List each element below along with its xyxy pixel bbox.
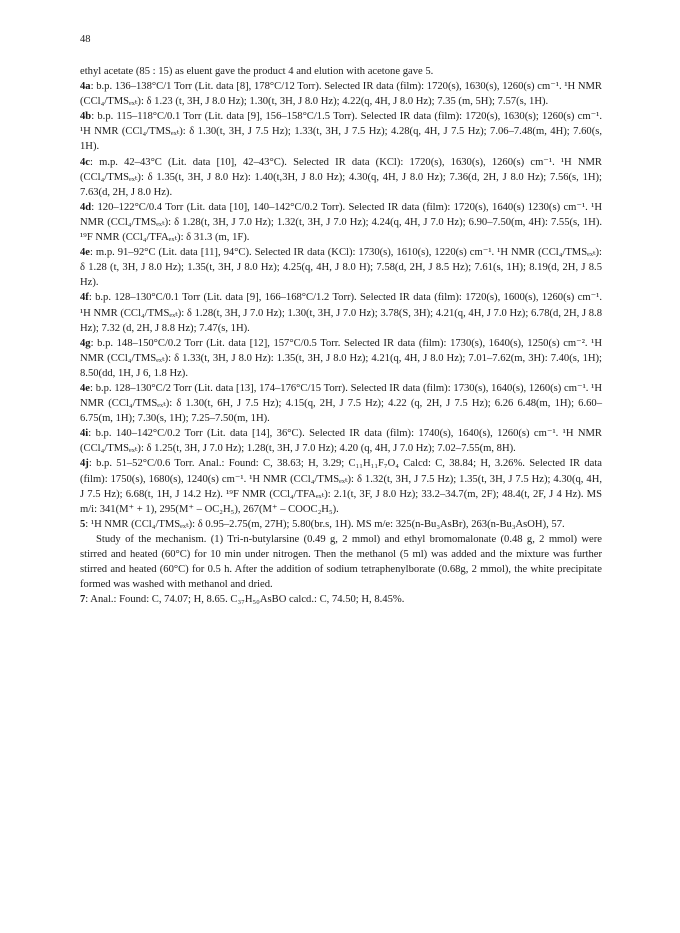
paragraph-text: : Anal.: Found: C, 74.07; H, 8.65. C₃₇H₅₀AsBO calcd.: C, 74.50; H, 8.45%.: [85, 594, 405, 606]
paragraph-4a: [80, 79, 602, 109]
body-text: [80, 64, 602, 607]
paragraph-4g: [80, 336, 602, 381]
paragraph-4f: [80, 290, 602, 335]
paragraph-mechanism: [80, 532, 602, 592]
compound-label: 4b: [80, 111, 92, 123]
paragraph-text: : b.p. 128–130°C/0.1 Torr (Lit. data [9], 166–168°C/1.2 Torr). Selected IR data (film): 1720(s), 1600(s), 1260(s) cm⁻¹. ¹H NMR (CCl₄/TMSₑₓₜ): δ 1.28(t, 3H, J 7.0 Hz); 1.30(t, 3H, J 7.0 Hz); 3.78(S, 3H); 4.21(q, 4H, J 7.0 Hz); 6.78(d, 2H, J 8.8 Hz); 7.32 (d, 2H, J 8.8 Hz); 7.47(s, 1H).: [80, 292, 602, 334]
paragraph-text: Study of the mechanism. (1) Tri-n-butylarsine (0.49 g, 2 mmol) and ethyl bromomalonate (0.48 g, 2 mmol) were stirred and heated (60°C) for 10 min under nitrogen. Then the methanol (5 ml) was added and the mixture was further stirred and heated (60°C) for 0.5 h. After the addition of sodium tetraphenylborate (0.68g, 2 mmol), the white precipitate formed was washed with methanol and dried.: [80, 533, 602, 591]
compound-label: 7: [80, 594, 86, 606]
compound-label: 4c: [80, 156, 90, 168]
paragraph-text: : ¹H NMR (CCl₄/TMSₑₓₜ): δ 0.95–2.75(m, 27H); 5.80(br.s, 1H). MS m/e: 325(n-Bu₃AsBr), 263(n-Bu₃AsOH), 57.: [85, 518, 565, 530]
paragraph-text: : 120–122°C/0.4 Torr (Lit. data [10], 140–142°C/0.2 Torr). Selected IR data (film): 1720(s), 1640(s) 1230(s) cm⁻¹. ¹H NMR (CCl₄/TMSₑₓₜ): δ 1.28(t, 3H, J 7.0 Hz); 1.32(t, 3H, J 7.0 Hz); 4.24(q, 4H, J 7.0 Hz); 6.90–7.50(m, 4H): 7.55(s, 1H). ¹⁹F NMR (CCl₄/TFAₑₓₜ): δ 31.3 (m, 1F).: [80, 201, 602, 244]
paragraph-4b: [80, 109, 602, 154]
compound-label: 5: [80, 518, 86, 530]
paragraph-text: : b.p. 148–150°C/0.2 Torr (Lit. data [12], 157°C/0.5 Torr. Selected IR data (film): 1730(s), 1640(s), 1250(s) cm⁻². ¹H NMR (CCl₄/TMSₑₓₜ): δ 1.33(t, 3H, J 8.0 Hz): 1.35(t, 3H, J 8.0 Hz); 4.21(q, 4H, J 8.0 Hz); 7.01–7.62(m, 3H): 7.40(s, 1H); 8.50(dd, 1H, J 6, 1.8 Hz).: [80, 337, 602, 379]
paragraph-text: : b.p. 51–52°C/0.6 Torr. Anal.: Found: C, 38.63; H, 3.29; C₁₁H₁₁F₇O₄ Calcd: C, 38.84; H, 3.26%. Selected IR data (film): 1750(s), 1680(s), 1240(s) cm⁻¹. ¹H NMR (CCl₄/TMSₑₓₜ): δ 1.32(t, 3H, J 7.5 Hz); 1.35(t, 3H, J 7.5 Hz); 4.30(q, 4H, J 7.5 Hz); 6.68(t, 1H, J 14.2 Hz). ¹⁹F NMR (CCl₄/TFAₑₓₜ): 2.1(t, 3F, J 8.0 Hz); 33.2–34.7(m, 2F); 48.4(t, 2F, J 4 Hz). MS m/i: 341(M⁺ + 1), 295(M⁺ – OC₂H₅), 267(M⁺ – COOC₂H₅).: [80, 458, 602, 515]
compound-label: 4a: [80, 81, 91, 93]
paragraph-4i: [80, 426, 602, 456]
paragraph-text: : b.p. 140–142°C/0.2 Torr (Lit. data [14], 36°C). Selected IR data (film): 1740(s), 1640(s), 1260(s) cm⁻¹. ¹H NMR (CCl₄/TMSₑₓₜ): δ 1.25(t, 3H, J 7.0 Hz); 1.28(t, 3H, J 7.0 Hz); 4.20 (q, 4H, J 7.0 Hz); 7.02–7.55(m, 8H).: [80, 428, 602, 455]
paragraph-text: : m.p. 91–92°C (Lit. data [11], 94°C). Selected IR data (KCl): 1730(s), 1610(s), 1220(s) cm⁻¹. ¹H NMR (CCl₄/TMSₑₓₜ): δ 1.28 (t, 3H, J 8.0 Hz); 1.35(t, 3H, J 8.0 Hz); 4.25(q, 4H, J 8.0 H); 7.58(d, 2H, J 8.5 Hz); 7.61(s, 1H); 8.19(d, 2H, J 8.5 Hz).: [80, 247, 602, 289]
paragraph-4e: [80, 245, 602, 290]
paragraph-text: : b.p. 136–138°C/1 Torr (Lit. data [8], 178°C/12 Torr). Selected IR data (film): 1720(s), 1630(s), 1260(s) cm⁻¹. ¹H NMR (CCl₄/TMSₑₓₜ): δ 1.23 (t, 3H, J 8.0 Hz); 1.30(t, 3H, J 8.0 Hz); 4.22(q, 4H, J 8.0 Hz); 7.35 (m, 5H); 7.57(s, 1H).: [80, 81, 602, 108]
compound-label: 4d: [80, 201, 92, 213]
paragraph-text: : b.p. 128–130°C/2 Torr (Lit. data [13], 174–176°C/15 Torr). Selected IR data (film): 1730(s), 1640(s), 1260(s) cm⁻¹. ¹H NMR (CCl₄/TMSₑₓₜ): δ 1.30(t, 6H, J 7.5 Hz); 4.15(q, 2H, J 7.5 Hz); 4.22 (q, 2H, J 7.5 Hz); 6.26 6.48(m, 1H); 6.60–6.75(m, 1H); 7.30(s, 1H); 7.25–7.50(m, 1H).: [80, 382, 602, 425]
paragraph-eluent: [80, 64, 602, 79]
compound-label: 4e: [80, 382, 90, 394]
paragraph-text: ethyl acetate (85 : 15) as eluent gave the product 4 and elution with acetone gave 5.: [80, 66, 434, 77]
paragraph-4d: [80, 200, 602, 245]
paragraph-4c: [80, 155, 602, 200]
paragraph-4h: [80, 381, 602, 426]
paragraph-4j: [80, 456, 602, 516]
compound-label: 4e: [80, 247, 90, 259]
paragraph-text: : b.p. 115–118°C/0.1 Torr (Lit. data [9], 156–158°C/1.5 Torr). Selected IR data (film): 1720(s), 1630(s); 1260(s) cm⁻¹. ¹H NMR (CCl₄/TMSₑₓₜ): δ 1.30(t, 3H, J 7.5 Hz); 1.33(t, 3H, J 7.5 Hz); 4.28(q, 4H, J 7.5 Hz); 7.06–7.48(m, 4H); 7.60(s, 1H).: [80, 111, 602, 153]
paragraph-5: [80, 517, 602, 532]
compound-label: 4i: [80, 428, 89, 440]
paragraph-text: : m.p. 42–43°C (Lit. data [10], 42–43°C). Selected IR data (KCl): 1720(s), 1630(s), 1260(s) cm⁻¹. ¹H NMR (CCl₄/TMSₑₓₜ): δ 1.35(t, 3H, J 8.0 Hz): 1.40(t,3H, J 8.0 Hz); 4.30(q, 4H, J 8.0 Hz); 7.36(d, 2H, J 8.0 Hz); 7.56(s, 1H); 7.63(d, 2H, J 8.0 Hz).: [80, 156, 602, 198]
compound-label: 4g: [80, 337, 91, 349]
paragraph-7: [80, 592, 602, 607]
compound-label: 4f: [80, 292, 89, 304]
compound-label: 4j: [80, 458, 89, 470]
page-number: 48: [80, 34, 91, 45]
